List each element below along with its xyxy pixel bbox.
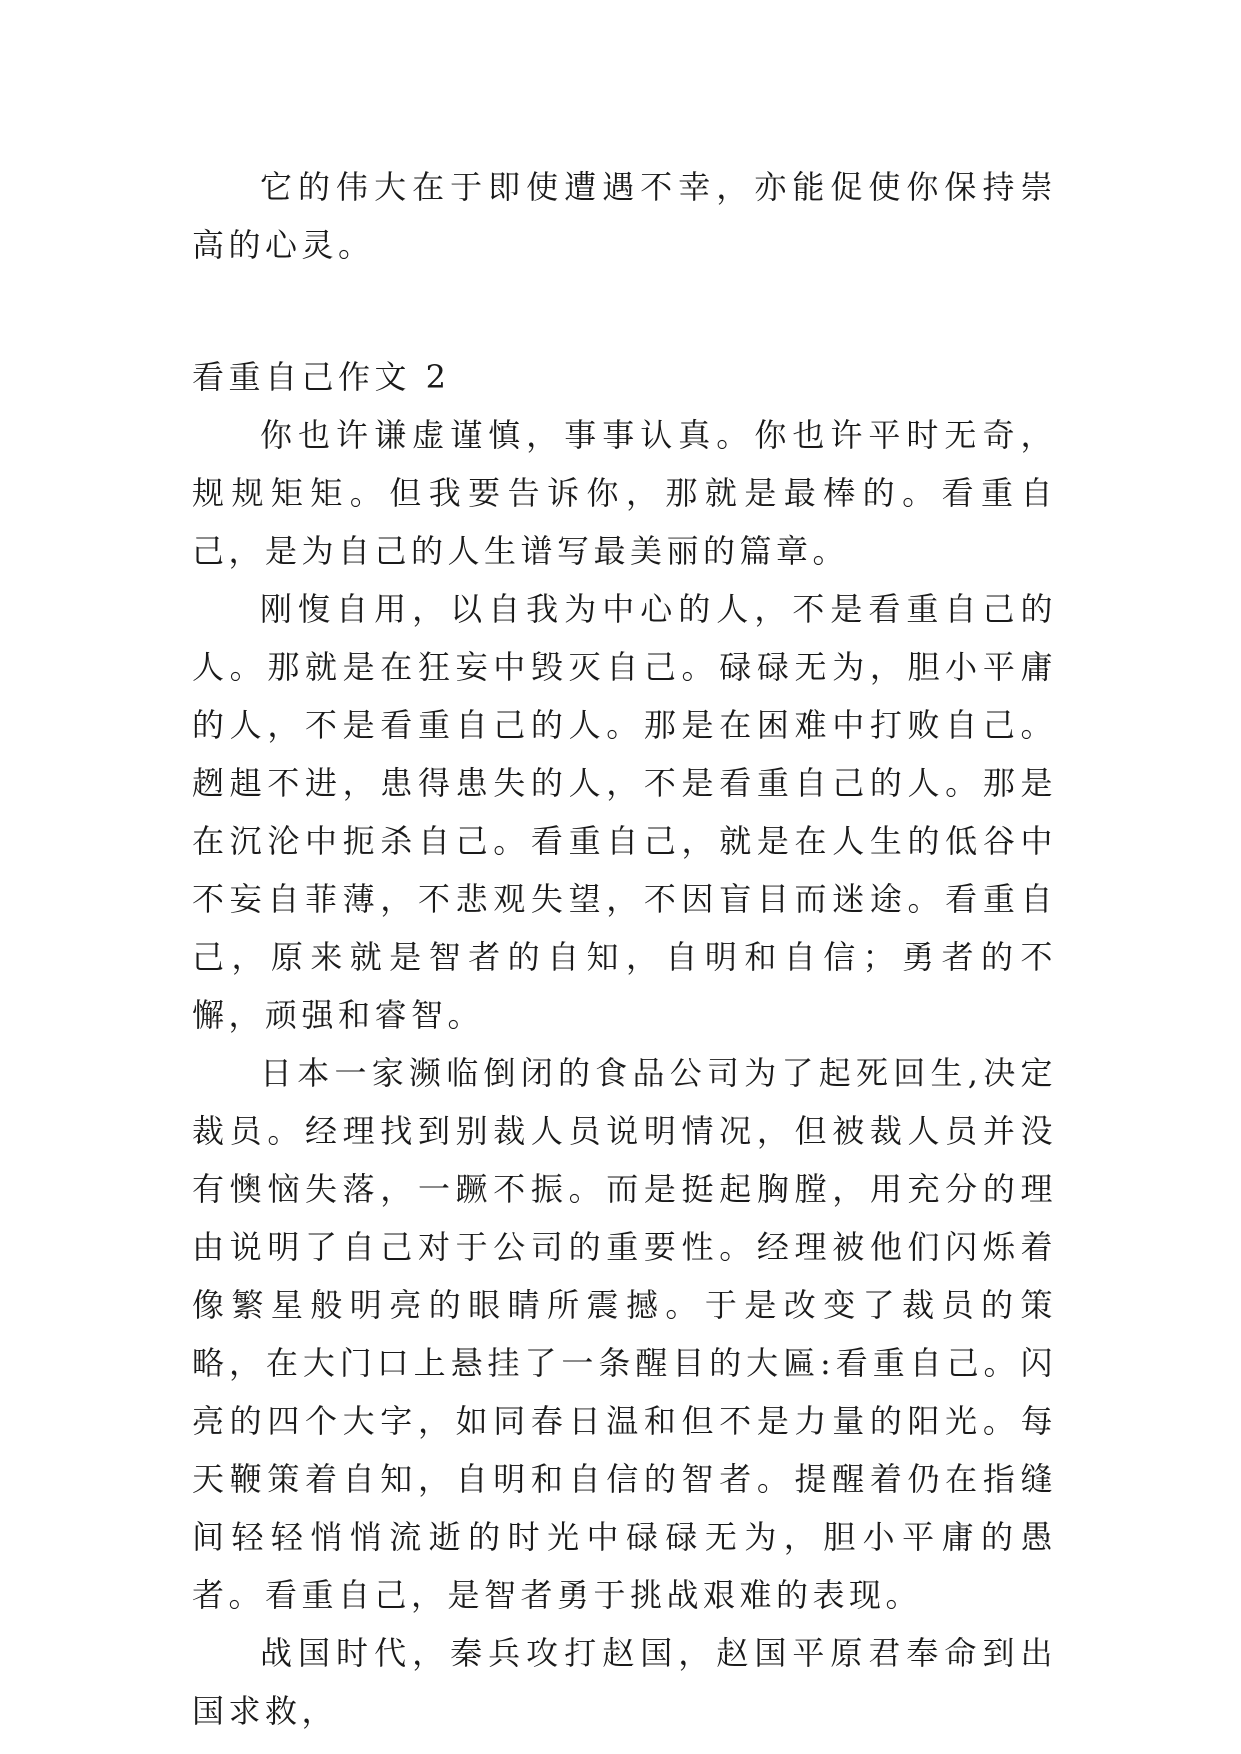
paragraph-2: 刚愎自用，以自我为中心的人，不是看重自己的人。那就是在狂妄中毁灭自己。碌碌无为，胆小平庸的人，不是看重自己的人。那是在困难中打败自己。趔趄不进，患得患失的人，不是看重自己的人。那是在沉沦中扼杀自己。看重自己，就是在人生的低谷中不妄自菲薄，不悲观失望，不因盲目而迷途。看重自己，原来就是智者的自知，自明和自信；勇者的不懈，顽强和睿智。 (192, 590, 1057, 1034)
paragraph-3: 日本一家濒临倒闭的食品公司为了起死回生,决定裁员。经理找到别裁人员说明情况，但被裁人员并没有懊恼失落，一蹶不振。而是挺起胸膛，用充分的理由说明了自己对于公司的重要性。经理被他们闪烁着像繁星般明亮的眼睛所震撼。于是改变了裁员的策略，在大门口上悬挂了一条醒目的大匾:看重自己。闪亮的四个大字，如同春日温和但不是力量的阳光。每天鞭策着自知，自明和自信的智者。提醒着仍在指缝间轻轻悄悄流逝的时光中碌碌无为，胆小平庸的愚者。看重自己，是智者勇于挑战艰难的表现。 (192, 1054, 1057, 1614)
paragraph-4: 战国时代，秦兵攻打赵国，赵国平原君奉命到出国求救， (192, 1634, 1057, 1730)
essay-heading: 看重自己作文 2 (192, 358, 451, 396)
paragraph-1: 你也许谦虚谨慎，事事认真。你也许平时无奇，规规矩矩。但我要告诉你，那就是最棒的。看重自己，是为自己的人生谱写最美丽的篇章。 (192, 416, 1057, 570)
document-body (192, 158, 1057, 1740)
paragraph-intro: 它的伟大在于即使遭遇不幸，亦能促使你保持崇高的心灵。 (192, 168, 1057, 264)
